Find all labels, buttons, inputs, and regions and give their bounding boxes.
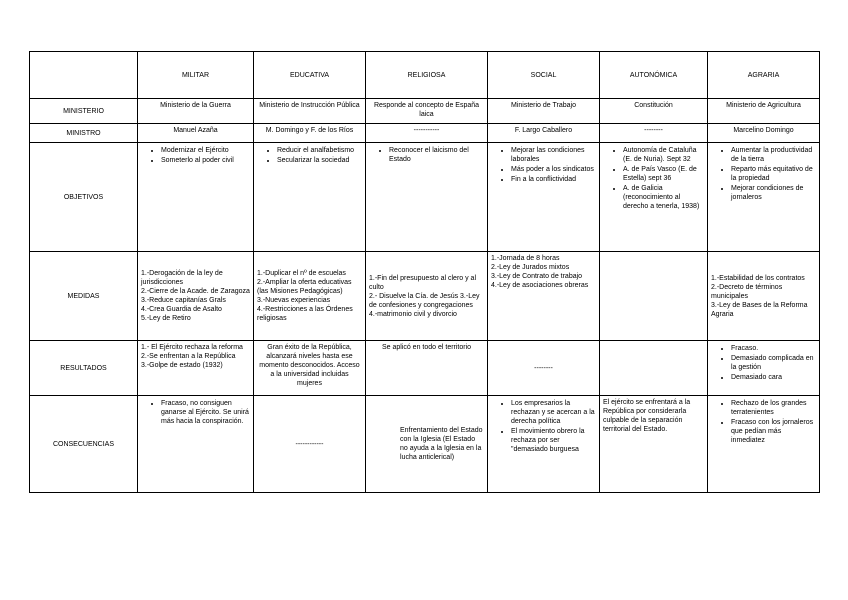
header-corner: [30, 52, 138, 99]
cell-ministro-educativa: M. Domingo y F. de los Ríos: [254, 124, 366, 143]
cell-consecuencias-educativa: ------------: [254, 396, 366, 493]
cell-objetivos-social: [488, 143, 600, 252]
list-item: • Reconocer el laicismo del Estado: [389, 146, 484, 164]
cell-ministerio-militar: Ministerio de la Guerra: [138, 99, 254, 124]
list-item: • A. de País Vasco (E. de Estella) sept 36: [623, 165, 704, 183]
text-line: 1.-Derogación de la ley de jurisdicciones: [141, 270, 223, 286]
text-line: 2.-Decreto de términos municipales: [711, 283, 783, 300]
text-line: 1.-Jornada de 8 horas: [491, 255, 560, 262]
header-autonomica: AUTONÓMICA: [600, 52, 708, 99]
cell-medidas-militar: [138, 252, 254, 341]
list-item: • Reducir el analfabetismo: [277, 146, 362, 155]
text-line: 3.-Reduce capitanías Grals: [141, 297, 226, 304]
text-line: 1.-Estabilidad de los contratos: [711, 274, 805, 282]
cell-ministerio-autonomica: Constitución: [600, 99, 708, 124]
text-line: 2.-Ley de Jurados mixtos: [491, 264, 570, 271]
list-item: • A. de Galicia (reconocimiento al derecho a tenerla, 1938): [623, 184, 704, 211]
header-religiosa: RELIGIOSA: [366, 52, 488, 99]
bullet-list: [711, 146, 816, 202]
text-line: 4.-Crea Guardia de Asalto: [141, 306, 222, 313]
text-line: 3.-Ley de Bases de la Reforma Agraria: [711, 301, 808, 318]
cell-ministro-social: F. Largo Caballero: [488, 124, 600, 143]
list-item: • Más poder a los sindicatos: [511, 165, 596, 174]
cell-ministerio-social: Ministerio de Trabajo: [488, 99, 600, 124]
cell-resultados-agraria: [708, 341, 820, 396]
text-line: 2.-Ampliar la oferta educativas (las Misiones Pedagógicas): [257, 279, 352, 295]
list-item: • Someterlo al poder civil: [161, 156, 250, 165]
cell-ministro-agraria: Marcelino Domingo: [708, 124, 820, 143]
row-medidas: [30, 252, 820, 341]
cell-ministro-autonomica: --------: [600, 124, 708, 143]
text-line: 3.-Golpe de estado (1932): [141, 362, 223, 369]
list-item: • Aumentar la productividad de la tierra: [731, 146, 816, 164]
row-label-consecuencias: CONSECUENCIAS: [30, 396, 138, 493]
list-item: • Secularizar la sociedad: [277, 156, 362, 165]
row-label-ministro: MINISTRO: [30, 124, 138, 143]
row-objetivos: [30, 143, 820, 252]
cell-medidas-agraria: [708, 252, 820, 341]
cell-consecuencias-agraria: [708, 396, 820, 493]
row-resultados: [30, 341, 820, 396]
list-item: • Modernizar el Ejército: [161, 146, 250, 155]
list-item: • Fin a la conflictividad: [511, 175, 596, 184]
text-line: 2.-Se enfrentan a la República: [141, 353, 236, 360]
cell-objetivos-autonomica: [600, 143, 708, 252]
text-line: 4.-Restricciones a las Órdenes religiosas: [257, 306, 353, 322]
text-line: 3.-Ley de Contrato de trabajo: [491, 273, 583, 280]
text-line: 2.-Cierre de la Acade. de Zaragoza: [141, 288, 250, 295]
cell-consecuencias-social: [488, 396, 600, 493]
text-line: 4.-Ley de asociaciones obreras: [491, 282, 589, 289]
cell-resultados-militar: [138, 341, 254, 396]
cell-ministro-religiosa: -----------: [366, 124, 488, 143]
cell-consecuencias-religiosa: Enfrentamiento del Estado con la Iglesia (El Estado no ayuda a la Iglesia en la lucha anticlerical): [366, 396, 488, 493]
reforms-table: [29, 51, 820, 493]
cell-ministro-militar: Manuel Azaña: [138, 124, 254, 143]
row-label-resultados: RESULTADOS: [30, 341, 138, 396]
text-line: 5.-Ley de Retiro: [141, 315, 191, 322]
bullet-list: [257, 146, 362, 165]
text-line: 1.-Duplicar el nº de escuelas: [257, 270, 346, 277]
cell-medidas-educativa: [254, 252, 366, 341]
cell-objetivos-militar: [138, 143, 254, 252]
list-item: • Demasiado cara: [731, 373, 816, 382]
list-item: • Mejorar las condiciones laborales: [511, 146, 596, 164]
cell-resultados-educativa: Gran éxito de la República, alcanzará niveles hasta ese momento desconocidos. Acceso a la universidad incluidas mujeres: [254, 341, 366, 396]
header-row: [30, 52, 820, 99]
bullet-list: [141, 146, 250, 165]
cell-objetivos-educativa: [254, 143, 366, 252]
cell-medidas-autonomica: [600, 252, 708, 341]
text-line: 1.- El Ejército rechaza la reforma: [141, 344, 243, 351]
bullet-list: [603, 146, 704, 211]
row-label-objetivos: OBJETIVOS: [30, 143, 138, 252]
list-item: • Autonomía de Cataluña (E. de Nuria). Sept 32: [623, 146, 704, 164]
cell-ministerio-religiosa: Responde al concepto de España laica: [366, 99, 488, 124]
list-item: • Fracaso.: [731, 344, 816, 353]
row-label-medidas: MEDIDAS: [30, 252, 138, 341]
bullet-list: [491, 146, 596, 184]
text-line: 4.-matrimonio civil y divorcio: [369, 310, 457, 318]
header-militar: MILITAR: [138, 52, 254, 99]
list-item: • Demasiado complicada en la gestión: [731, 354, 816, 372]
bullet-list: [141, 399, 250, 426]
row-consecuencias: [30, 396, 820, 493]
list-item: • Mejorar condiciones de jornaleros: [731, 184, 816, 202]
header-social: SOCIAL: [488, 52, 600, 99]
cell-resultados-autonomica: [600, 341, 708, 396]
row-ministerio: [30, 99, 820, 124]
cell-medidas-religiosa: [366, 252, 488, 341]
cell-resultados-religiosa: Se aplicó en todo el territorio: [366, 341, 488, 396]
list-item: • Fracaso con los jornaleros que pedían más inmediatez: [731, 418, 816, 445]
cell-ministerio-educativa: Ministerio de Instrucción Pública: [254, 99, 366, 124]
cell-medidas-social: [488, 252, 600, 341]
cell-consecuencias-militar: [138, 396, 254, 493]
cell-objetivos-agraria: [708, 143, 820, 252]
bullet-list: [711, 399, 816, 445]
cell-consecuencias-autonomica: El ejército se enfrentará a la República por considerarla culpable de la separación territorial del Estado.: [600, 396, 708, 493]
bullet-list: [369, 146, 484, 164]
cell-objetivos-religiosa: [366, 143, 488, 252]
list-item: • Fracaso, no consiguen ganarse al Ejército. Se unirá más hacia la conspiración.: [161, 399, 250, 426]
bullet-list: [711, 344, 816, 382]
cell-ministerio-agraria: Ministerio de Agricultura: [708, 99, 820, 124]
list-item: • Rechazo de los grandes terratenientes: [731, 399, 816, 417]
bullet-list: [491, 399, 596, 454]
list-item: • El movimiento obrero la rechaza por ser "demasiado burguesa: [511, 427, 596, 454]
header-educativa: EDUCATIVA: [254, 52, 366, 99]
text-line: 2.- Disuelve la Cía. de Jesús 3.-Ley de confesiones y congregaciones: [369, 292, 480, 309]
header-agraria: AGRARIA: [708, 52, 820, 99]
row-ministro: [30, 124, 820, 143]
list-item: • Reparto más equitativo de la propiedad: [731, 165, 816, 183]
cell-resultados-social: --------: [488, 341, 600, 396]
text-line: 1.-Fin del presupuesto al clero y al culto: [369, 274, 476, 291]
text-line: 3.-Nuevas experiencias: [257, 297, 331, 304]
row-label-ministerio: MINISTERIO: [30, 99, 138, 124]
list-item: • Los empresarios la rechazan y se acercan a la derecha política: [511, 399, 596, 426]
